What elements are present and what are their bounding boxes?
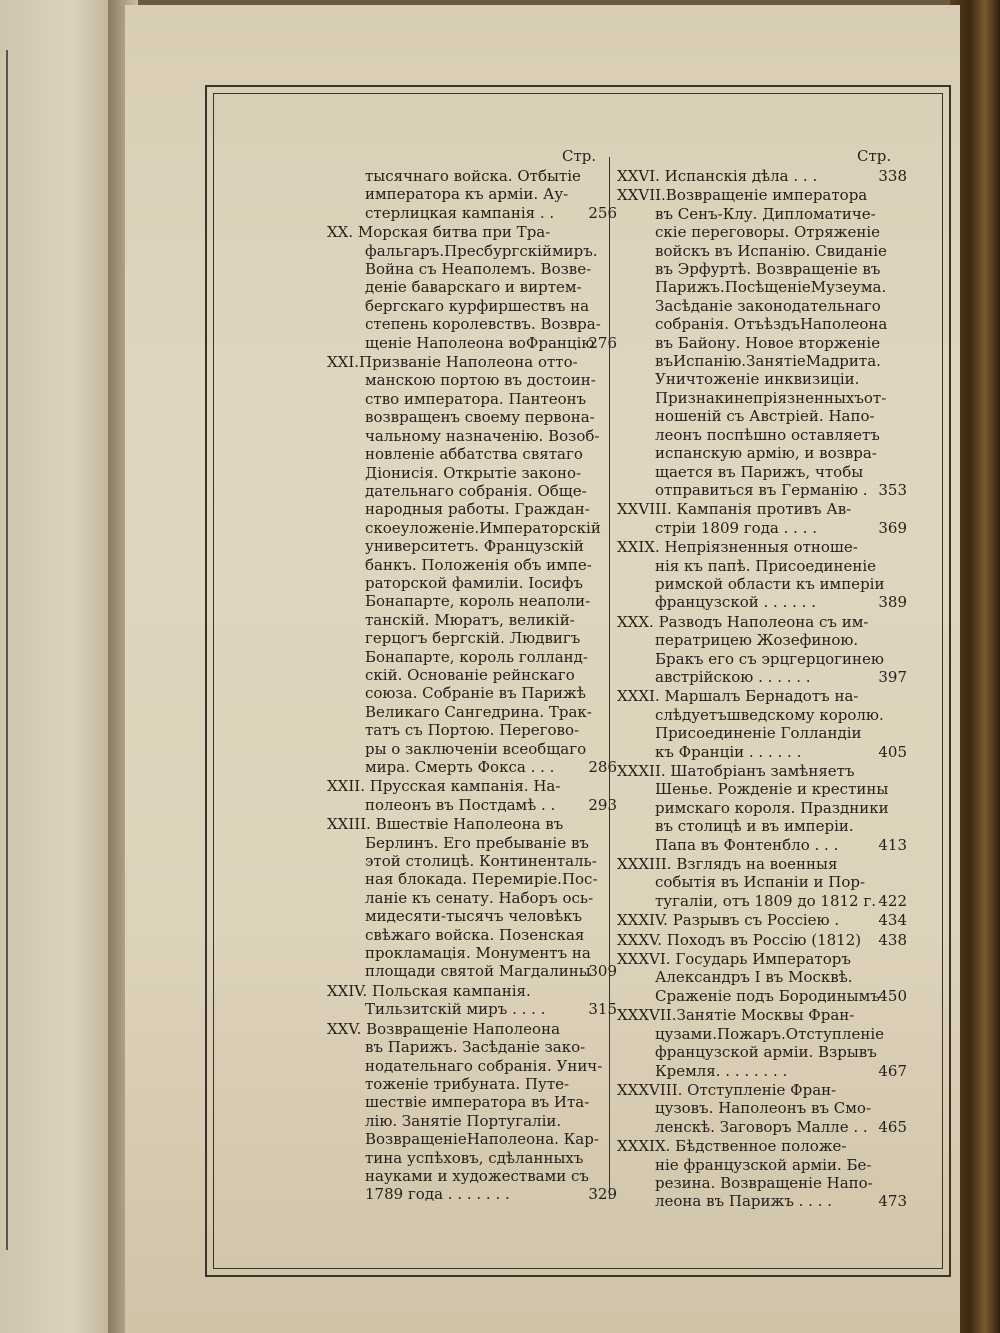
- toc-entry-line: [617, 334, 907, 352]
- toc-entry: [327, 777, 617, 814]
- toc-entry-line: [617, 780, 907, 798]
- toc-entry-text: татъ съ Портою. Перегово-: [365, 721, 580, 740]
- toc-entry-line: [327, 758, 617, 776]
- toc-entry-text: скіе переговоры. Отряженіе: [655, 223, 881, 242]
- toc-entry: [327, 353, 617, 776]
- toc-page-number: 293: [588, 795, 617, 814]
- toc-entry-line: [327, 684, 617, 702]
- toc-entry-text: стріи 1809 года . . . .: [655, 518, 818, 537]
- toc-entry-text: въ Парижъ. Засѣданіе зако-: [365, 1038, 586, 1057]
- toc-entry-text: XXX. Разводъ Наполеона съ им-: [617, 612, 869, 631]
- toc-entry: [617, 538, 907, 612]
- toc-entry-line: [617, 706, 907, 724]
- toc-entry-line: [617, 352, 907, 370]
- toc-entry-line: [617, 1062, 907, 1080]
- toc-entry-line: [327, 353, 617, 371]
- toc-entry-line: [617, 1081, 907, 1099]
- toc-right-column: [617, 167, 907, 1212]
- toc-entry-line: [617, 205, 907, 223]
- toc-entry-text: Шенье. Рожденіе и крестины: [655, 780, 889, 799]
- toc-entry-text: цузовъ. Наполеонъ въ Смо-: [655, 1099, 872, 1118]
- toc-entry-text: университетъ. Французскій: [365, 537, 584, 556]
- toc-entry-text: щеніе Наполеона воФранцію: [365, 333, 595, 352]
- toc-entry-line: [617, 297, 907, 315]
- toc-entry-text: въИспанію.ЗанятіеМадрита.: [655, 352, 881, 371]
- toc-entry-line: [617, 1137, 907, 1155]
- toc-entry-text: бергскаго курфиршествъ на: [365, 296, 590, 315]
- toc-entry-text: ная блокада. Перемиріе.Пос-: [365, 870, 598, 889]
- toc-entry-text: ніе французской арміи. Бе-: [655, 1155, 872, 1174]
- toc-entry: [617, 950, 907, 1005]
- toc-entry: [617, 613, 907, 687]
- toc-entry-line: [617, 1099, 907, 1117]
- toc-entry-line: [327, 1112, 617, 1130]
- toc-entry: [617, 186, 907, 499]
- toc-page-number: 329: [588, 1185, 617, 1204]
- left-page-rule: [6, 50, 8, 1250]
- toc-entry-text: слѣдуетъшведскому королю.: [655, 705, 884, 724]
- toc-entry-text: ры о заключеніи всеобщаго: [365, 739, 587, 758]
- toc-entry-text: мира. Смерть Фокса . . .: [365, 758, 555, 776]
- toc-entry-line: [617, 444, 907, 462]
- toc-page-number: 473: [878, 1192, 907, 1211]
- toc-entry-text: нодательнаго собранія. Унич-: [365, 1056, 603, 1075]
- toc-entry-text: XXVI. Испанскія дѣла . . .: [617, 167, 818, 185]
- toc-entry-line: [617, 557, 907, 575]
- toc-entry-text: союза. Собраніе въ Парижѣ: [365, 684, 586, 703]
- toc-entry-line: [617, 519, 907, 537]
- toc-entry-text: Кремля. . . . . . . .: [655, 1061, 788, 1080]
- toc-entry-line: [617, 186, 907, 204]
- toc-entry-text: XXV. Возвращеніе Наполеона: [327, 1019, 561, 1038]
- toc-entry-text: скоеуложеніе.Императорскій: [365, 518, 601, 537]
- toc-page-number: 309: [588, 962, 617, 981]
- toc-entry-text: ленскѣ. Заговоръ Малле . .: [655, 1117, 868, 1136]
- toc-entry-text: XXXIV. Разрывъ съ Россіею .: [617, 911, 840, 930]
- toc-entry-line: [327, 740, 617, 758]
- toc-entry-line: [327, 907, 617, 925]
- toc-entry-text: тугаліи, отъ 1809 до 1812 г.: [655, 891, 876, 910]
- toc-entry-line: [327, 1057, 617, 1075]
- toc-page-number: 434: [878, 911, 907, 930]
- toc-entry-text: ператрицею Жозефиною.: [655, 631, 859, 650]
- toc-entry-text: науками и художествами съ: [365, 1166, 589, 1185]
- book-page: [125, 5, 960, 1333]
- toc-page-number: 397: [878, 667, 907, 686]
- toc-entry-text: XXXVIII. Отступленіе Фран-: [617, 1080, 837, 1099]
- toc-entry-text: Засѣданіе законодательнаго: [655, 296, 881, 315]
- toc-entry-text: Парижъ.ПосѣщеніеМузеума.: [655, 278, 887, 297]
- toc-entry-line: [617, 1174, 907, 1192]
- toc-entry-text: Бракъ его съ эрцгерцогинею: [655, 649, 884, 668]
- toc-entry-text: щается въ Парижъ, чтобы: [655, 462, 864, 481]
- toc-entry-line: [617, 911, 907, 929]
- toc-entry-line: [617, 260, 907, 278]
- toc-entry-line: [617, 724, 907, 742]
- toc-entry-line: [617, 167, 907, 185]
- toc-entry-line: [327, 796, 617, 814]
- toc-entry-line: [327, 204, 617, 222]
- toc-entry-text: войскъ въ Испанію. Свиданіе: [655, 241, 887, 260]
- toc-entry-line: [617, 407, 907, 425]
- toc-entry-text: банкъ. Положенія объ импе-: [365, 555, 592, 574]
- toc-entry-line: [617, 463, 907, 481]
- toc-entry-text: дательнаго собранія. Обще-: [365, 481, 587, 500]
- toc-entry: [617, 167, 907, 185]
- toc-entry-line: [327, 962, 617, 980]
- toc-entry-line: [617, 873, 907, 891]
- toc-entry-line: [327, 1020, 617, 1038]
- toc-entry-text: XXI.Призваніе Наполеона отто-: [327, 353, 578, 372]
- toc-entry: [617, 762, 907, 854]
- toc-entry-text: въ столицѣ и въ имперіи.: [655, 817, 854, 836]
- toc-entry-text: ношеній съ Австріей. Напо-: [655, 407, 875, 426]
- toc-entry-line: [327, 982, 617, 1000]
- toc-entry-line: [327, 870, 617, 888]
- toc-entry-text: Александръ I въ Москвѣ.: [655, 968, 853, 987]
- toc-entry-line: [327, 1000, 617, 1018]
- toc-entry-line: [617, 242, 907, 260]
- toc-entry: [327, 1020, 617, 1204]
- toc-entry-text: XXXIX. Бѣдственное положе-: [617, 1137, 847, 1156]
- toc-entry-line: [617, 987, 907, 1005]
- toc-entry-text: XXII. Прусская кампанія. На-: [327, 777, 561, 796]
- toc-entry-line: [617, 855, 907, 873]
- toc-entry-text: Присоединеніе Голландіи: [655, 724, 862, 743]
- toc-entry-line: [327, 1038, 617, 1056]
- toc-entry-line: [327, 1093, 617, 1111]
- toc-entry-text: резина. Возвращеніе Напо-: [655, 1173, 873, 1192]
- toc-entry-line: [617, 743, 907, 761]
- toc-entry-text: герцогъ бергскій. Людвигъ: [365, 629, 581, 648]
- toc-entry-text: мидесяти-тысячъ человѣкъ: [365, 907, 583, 926]
- toc-entry-line: [327, 223, 617, 241]
- toc-entry-text: ланіе къ сенату. Наборъ ось-: [365, 888, 594, 907]
- toc-entry-line: [327, 629, 617, 647]
- toc-entry-text: танскій. Мюратъ, великій-: [365, 610, 575, 629]
- left-page-edge: [0, 0, 120, 1333]
- toc-entry-text: степень королевствъ. Возвра-: [365, 315, 601, 334]
- toc-entry-text: XXIII. Вшествіе Наполеона въ: [327, 815, 564, 834]
- toc-entry-line: [327, 1075, 617, 1093]
- toc-entry-text: возвращенъ своему первона-: [365, 408, 595, 427]
- toc-entry-line: [617, 315, 907, 333]
- toc-entry-text: лію. Занятіе Португаліи.: [365, 1111, 562, 1130]
- toc-entry-text: леона въ Парижъ . . . .: [655, 1192, 833, 1211]
- toc-entry-line: [617, 892, 907, 910]
- toc-entry: [617, 1137, 907, 1211]
- toc-entry-line: [327, 185, 617, 203]
- toc-entry-line: [327, 315, 617, 333]
- toc-entry-text: XXXVI. Государь Императоръ: [617, 950, 851, 969]
- toc-entry-text: деніе баварскаго и виртем-: [365, 278, 582, 297]
- toc-page-number: 315: [588, 1000, 617, 1019]
- toc-entry-line: [617, 950, 907, 968]
- toc-entry-line: [327, 537, 617, 555]
- toc-entry-line: [617, 799, 907, 817]
- toc-entry-line: [327, 334, 617, 352]
- toc-entry-line: [327, 944, 617, 962]
- toc-entry-line: [617, 593, 907, 611]
- toc-entry-line: [327, 815, 617, 833]
- page-frame: [205, 85, 951, 1277]
- toc-entry: [327, 982, 617, 1019]
- toc-entry-text: новленіе аббатства святаго: [365, 445, 583, 464]
- toc-entry-line: [327, 574, 617, 592]
- toc-entry-text: площади святой Магдалины: [365, 962, 591, 981]
- toc-entry-text: XX. Морская битва при Тра-: [327, 223, 551, 242]
- toc-entry-text: Сраженіе подъ Бородинымъ: [655, 986, 880, 1005]
- toc-entry-line: [617, 1006, 907, 1024]
- toc-entry-line: [327, 592, 617, 610]
- toc-entry-text: XXXII. Шатобріанъ замѣняетъ: [617, 762, 855, 780]
- toc-entry-line: [617, 817, 907, 835]
- toc-entry-text: тысячнаго войска. Отбытіе: [365, 167, 581, 185]
- toc-entry-line: [327, 834, 617, 852]
- toc-entry-text: тина успѣховъ, сдѣланныхъ: [365, 1148, 584, 1167]
- toc-entry-text: фальгаръ.Пресбургскіймиръ.: [365, 241, 598, 260]
- toc-page-number: 369: [878, 518, 907, 537]
- toc-page-number: 353: [878, 480, 907, 499]
- toc-entry-text: ство императора. Пантеонъ: [365, 389, 587, 408]
- toc-entry-text: въ Эрфуртѣ. Возвращеніе въ: [655, 260, 881, 279]
- toc-entry-line: [327, 777, 617, 795]
- toc-entry-text: скій. Основаніе рейнскаго: [365, 665, 575, 684]
- toc-page-number: 389: [878, 593, 907, 612]
- toc-page-number: 450: [878, 986, 907, 1005]
- toc-entry-text: Великаго Сангедрина. Трак-: [365, 702, 592, 721]
- toc-page-number: 422: [878, 891, 907, 910]
- toc-entry-line: [327, 371, 617, 389]
- toc-entry-text: Бонапарте, король голланд-: [365, 647, 588, 666]
- toc-entry-line: [617, 836, 907, 854]
- toc-entry-line: [617, 687, 907, 705]
- toc-page-number: 276: [588, 333, 617, 352]
- toc-entry-text: шествіе императора въ Ита-: [365, 1093, 590, 1112]
- toc-entry-text: чальному назначенію. Возоб-: [365, 426, 600, 445]
- left-page-header: Стр.: [562, 147, 597, 165]
- toc-entry-text: XXIV. Польская кампанія.: [327, 981, 531, 1000]
- toc-entry-line: [617, 1043, 907, 1061]
- toc-entry-line: [617, 389, 907, 407]
- toc-entry-line: [327, 666, 617, 684]
- toc-entry-line: [327, 167, 617, 185]
- toc-entry-text: событія въ Испаніи и Пор-: [655, 873, 866, 892]
- toc-entry-text: стерлицкая кампанія . .: [365, 203, 555, 222]
- toc-entry-text: въ Байону. Новое вторженіе: [655, 333, 881, 352]
- toc-entry-line: [617, 500, 907, 518]
- toc-entry-text: императора къ арміи. Ау-: [365, 185, 569, 204]
- toc-page-number: 467: [878, 1061, 907, 1080]
- toc-entry-text: прокламація. Монументъ на: [365, 944, 591, 963]
- toc-entry: [617, 931, 907, 949]
- toc-entry-text: полеонъ въ Постдамѣ . .: [365, 795, 556, 814]
- toc-entry-text: римскаго короля. Праздники: [655, 798, 889, 817]
- toc-page-number: 405: [878, 742, 907, 761]
- toc-left-column: [327, 167, 617, 1205]
- toc-entry-text: XXXVII.Занятіе Москвы Фран-: [617, 1006, 855, 1025]
- toc-entry-line: [617, 613, 907, 631]
- toc-entry-text: леонъ поспѣшно оставляетъ: [655, 425, 880, 444]
- toc-entry-text: Уничтоженіе инквизиціи.: [655, 370, 860, 389]
- toc-entry-line: [327, 519, 617, 537]
- toc-entry-line: [327, 1185, 617, 1203]
- toc-entry-line: [617, 223, 907, 241]
- toc-entry-text: Папа въ Фонтенбло . . .: [655, 835, 839, 854]
- toc-entry-text: 1789 года . . . . . . .: [365, 1185, 510, 1204]
- toc-entry-text: римской области къ имперіи: [655, 574, 885, 593]
- toc-entry-text: манскою портою въ достоин-: [365, 371, 596, 390]
- toc-entry: [617, 911, 907, 929]
- toc-entry-line: [617, 1118, 907, 1136]
- toc-entry-text: свѣжаго войска. Позенская: [365, 925, 585, 944]
- right-page-header: Стр.: [857, 147, 892, 165]
- toc-entry-text: Бонапарте, король неаполи-: [365, 592, 591, 611]
- toc-entry-text: испанскую армію, и возвра-: [655, 444, 877, 463]
- toc-entry-text: Война съ Неаполемъ. Возве-: [365, 260, 592, 279]
- toc-entry-line: [327, 260, 617, 278]
- toc-entry-line: [617, 1156, 907, 1174]
- toc-entry-text: отправиться въ Германію .: [655, 480, 868, 499]
- toc-entry-line: [327, 297, 617, 315]
- toc-entry: [617, 687, 907, 761]
- toc-entry-line: [327, 648, 617, 666]
- toc-entry-text: въ Сенъ-Клу. Дипломатиче-: [655, 204, 876, 223]
- toc-entry: [617, 1006, 907, 1080]
- toc-entry-line: [327, 703, 617, 721]
- toc-entry-line: [617, 278, 907, 296]
- toc-entry-line: [327, 1149, 617, 1167]
- toc-entry-line: [327, 1130, 617, 1148]
- toc-entry-line: [617, 968, 907, 986]
- toc-entry-line: [327, 1167, 617, 1185]
- toc-entry-text: раторской фамиліи. Іосифъ: [365, 573, 583, 592]
- toc-entry-text: нія къ папѣ. Присоединеніе: [655, 556, 877, 575]
- toc-entry-line: [617, 575, 907, 593]
- toc-entry-text: тоженіе трибуната. Путе-: [365, 1074, 570, 1093]
- toc-entry-line: [617, 1192, 907, 1210]
- toc-entry-line: [327, 408, 617, 426]
- toc-entry-text: XXXIII. Взглядъ на военныя: [617, 855, 838, 874]
- toc-entry-line: [327, 390, 617, 408]
- toc-entry-line: [617, 426, 907, 444]
- toc-entry-text: ВозвращеніеНаполеона. Кар-: [365, 1130, 599, 1149]
- toc-entry-text: Берлинъ. Его пребываніе въ: [365, 833, 589, 852]
- toc-entry-text: Тильзитскій миръ . . . .: [365, 1000, 546, 1019]
- toc-entry-text: Признакинепріязненныхъот-: [655, 388, 887, 407]
- toc-page-number: 256: [588, 203, 617, 222]
- toc-page-number: 438: [878, 930, 907, 949]
- toc-entry: [617, 855, 907, 910]
- toc-entry-text: XXIX. Непріязненныя отноше-: [617, 538, 858, 557]
- toc-entry: [327, 815, 617, 981]
- toc-entry-line: [327, 464, 617, 482]
- toc-entry-line: [327, 556, 617, 574]
- toc-page-number: 465: [878, 1117, 907, 1136]
- toc-entry-line: [617, 370, 907, 388]
- toc-page-number: 338: [878, 167, 907, 185]
- toc-entry-text: собранія. ОтъѣздъНаполеона: [655, 315, 888, 334]
- toc-page-number: 413: [878, 835, 907, 854]
- toc-entry-text: французской . . . . . .: [655, 593, 816, 612]
- toc-page-number: 286: [588, 758, 617, 776]
- toc-entry-text: французской арміи. Взрывъ: [655, 1043, 877, 1062]
- toc-entry-text: народныя работы. Граждан-: [365, 500, 590, 519]
- toc-entry-line: [327, 427, 617, 445]
- toc-entry-text: австрійскою . . . . . .: [655, 667, 811, 686]
- toc-entry-line: [617, 631, 907, 649]
- toc-entry-line: [327, 889, 617, 907]
- toc-entry-line: [327, 926, 617, 944]
- toc-entry: [617, 1081, 907, 1136]
- toc-entry-line: [617, 1025, 907, 1043]
- toc-entry-line: [327, 611, 617, 629]
- toc-entry: [327, 223, 617, 352]
- toc-entry-text: XXXI. Маршалъ Бернадотъ на-: [617, 687, 859, 706]
- toc-entry-text: къ Франціи . . . . . .: [655, 742, 802, 761]
- toc-entry-line: [327, 445, 617, 463]
- toc-entry-line: [617, 931, 907, 949]
- toc-entry: [327, 167, 617, 222]
- toc-entry-line: [617, 481, 907, 499]
- toc-entry-text: цузами.Пожаръ.Отступленіе: [655, 1024, 884, 1043]
- toc-entry: [617, 500, 907, 537]
- toc-entry-line: [327, 721, 617, 739]
- toc-entry-line: [327, 852, 617, 870]
- toc-entry-line: [327, 482, 617, 500]
- toc-entry-line: [617, 762, 907, 780]
- toc-entry-line: [327, 242, 617, 260]
- toc-entry-line: [617, 538, 907, 556]
- toc-entry-text: XXVII.Возвращеніе императора: [617, 186, 868, 205]
- toc-entry-text: Діонисія. Открытіе законо-: [365, 463, 582, 482]
- toc-entry-text: XXXV. Походъ въ Россію (1812): [617, 930, 862, 949]
- toc-entry-line: [617, 650, 907, 668]
- toc-entry-line: [617, 668, 907, 686]
- toc-entry-text: XXVIII. Кампанія противъ Ав-: [617, 500, 852, 519]
- toc-entry-line: [327, 500, 617, 518]
- toc-entry-line: [327, 278, 617, 296]
- toc-entry-text: этой столицѣ. Континенталь-: [365, 852, 597, 871]
